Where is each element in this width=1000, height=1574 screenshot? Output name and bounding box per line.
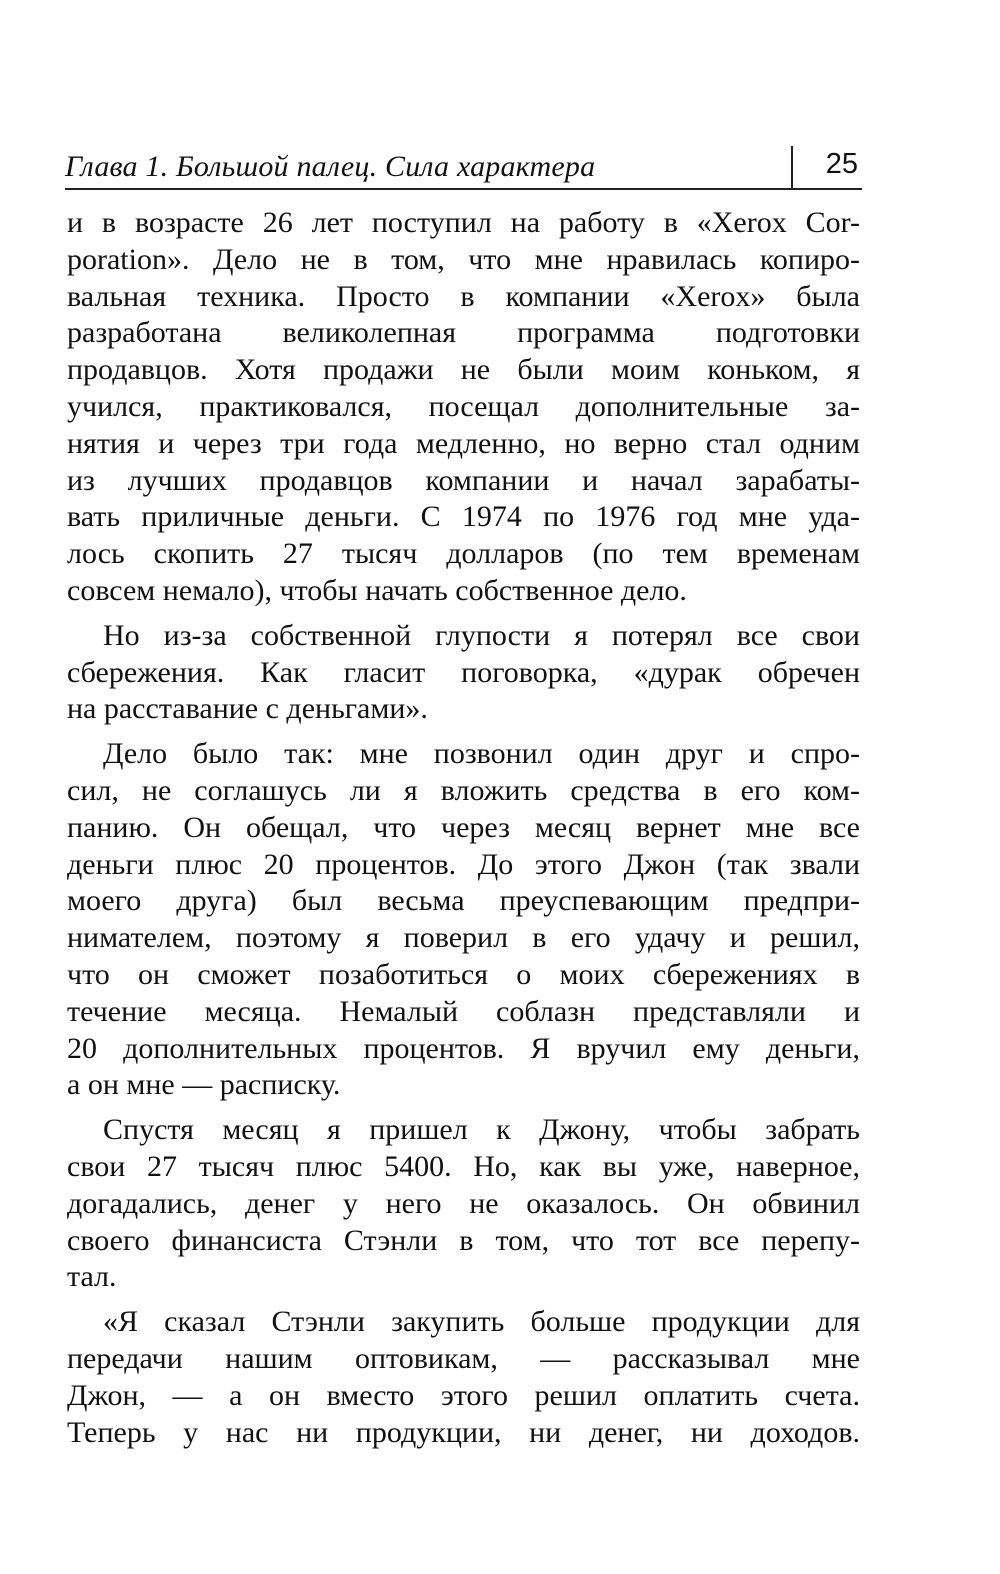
text-line: продавцов. Хотя продажи не были моим коньком, я	[67, 353, 860, 387]
text-line: вать приличные деньги. С 1974 по 1976 год мне уда-	[67, 500, 860, 534]
paragraph	[67, 205, 860, 610]
running-title: Глава 1. Большой палец. Сила характера	[65, 150, 596, 183]
text-line: Джон, — а он вместо этого решил оплатить счета.	[67, 1378, 860, 1412]
text-line: «Я сказал Стэнли закупить больше продукции для	[103, 1305, 860, 1339]
text-line: Но из-за собственной глупости я потерял все свои	[103, 618, 860, 652]
paragraph	[67, 618, 860, 728]
text-line: деньги плюс 20 процентов. До этого Джон (так звали	[67, 847, 860, 881]
text-line: моего друга) был весьма преуспевающим предпри-	[67, 884, 860, 918]
text-line: Спустя месяц я пришел к Джону, чтобы забрать	[103, 1113, 860, 1147]
text-line: совсем немало), чтобы начать собственное дело.	[67, 573, 687, 607]
text-line: разработана великолепная программа подготовки	[67, 316, 860, 350]
paragraph	[67, 1112, 860, 1296]
text-line: сил, не соглашусь ли я вложить средства в его ком-	[67, 773, 860, 807]
text-line: на расставание с деньгами».	[67, 692, 428, 726]
text-line: тал.	[67, 1260, 117, 1294]
text-line: своего финансиста Стэнли в том, что тот все перепу-	[67, 1223, 860, 1257]
paragraph	[67, 736, 860, 1104]
text-line: Теперь у нас ни продукции, ни денег, ни доходов.	[67, 1415, 860, 1449]
text-line: лось скопить 27 тысяч долларов (по тем временам	[67, 537, 860, 571]
text-line: нятия и через три года медленно, но верно стал одним	[67, 426, 860, 460]
text-line: свои 27 тысяч плюс 5400. Но, как вы уже, наверное,	[67, 1149, 860, 1183]
page-number: 25	[825, 148, 858, 180]
text-line: poration». Дело не в том, что мне нравилась копиро-	[67, 242, 860, 276]
paragraph	[67, 1304, 860, 1451]
text-line: 20 дополнительных процентов. Я вручил ему деньги,	[67, 1031, 860, 1065]
text-line: а он мне — расписку.	[67, 1068, 341, 1102]
text-line: догадались, денег у него не оказалось. Он обвинил	[67, 1186, 860, 1220]
text-line: вальная техника. Просто в компании «Xerox» была	[67, 279, 860, 313]
text-line: сбережения. Как гласит поговорка, «дурак обречен	[67, 655, 860, 689]
text-line: нимателем, поэтому я поверил в его удачу и решил,	[67, 921, 860, 955]
text-line: течение месяца. Немалый соблазн представляли и	[67, 994, 860, 1028]
text-line: учился, практиковался, посещал дополнительные за-	[67, 389, 860, 423]
text-line: и в возрасте 26 лет поступил на работу в «Xerox Cor-	[67, 206, 860, 239]
running-header	[65, 138, 862, 190]
text-line: Дело было так: мне позвонил один друг и спро-	[103, 737, 860, 771]
header-divider	[791, 146, 793, 188]
text-line: из лучших продавцов компании и начал зарабаты-	[67, 463, 860, 497]
text-line: что он сможет позаботиться о моих сбережениях в	[67, 957, 860, 991]
body-text	[67, 205, 860, 1459]
text-line: передачи нашим оптовикам, — рассказывал мне	[67, 1341, 860, 1375]
text-line: панию. Он обещал, что через месяц вернет мне все	[67, 810, 860, 844]
